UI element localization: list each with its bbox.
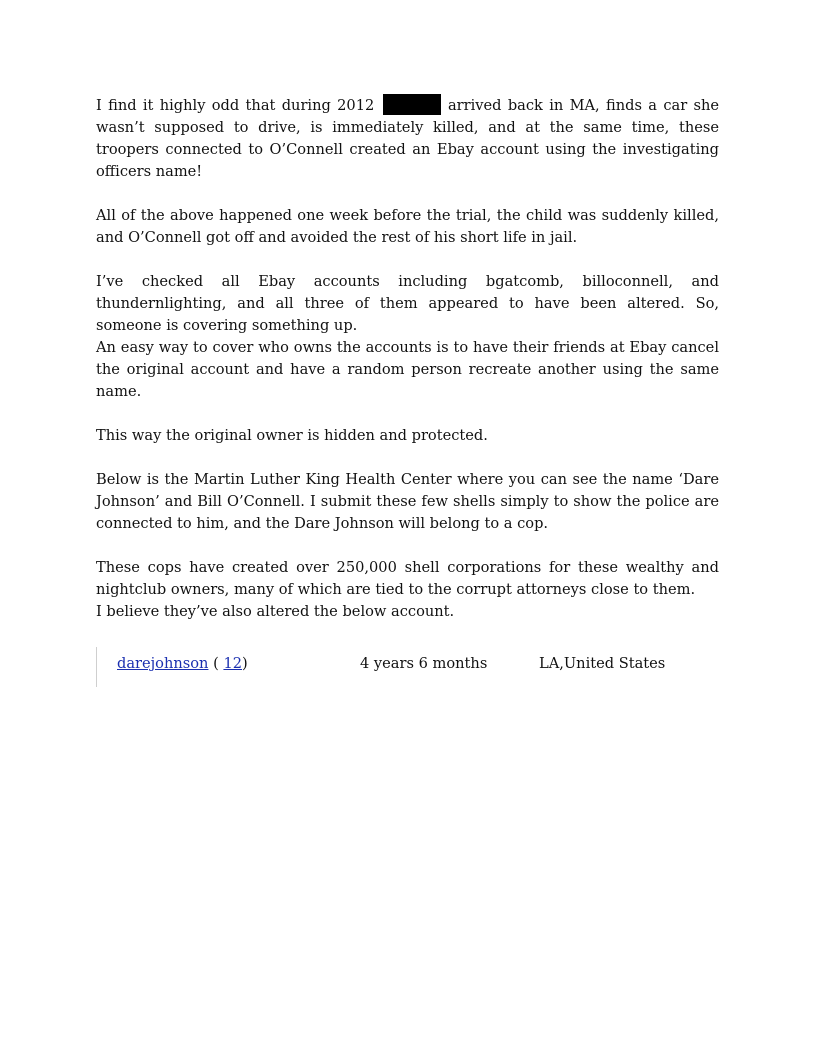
close-paren: ) bbox=[242, 655, 248, 672]
member-since: 4 years 6 months bbox=[360, 655, 488, 672]
paragraph-1-end: arrived back in MA, finds a car she wasn’t supposed to drive, is immediately killed, and at the same time, these troopers connected to O’Connell created an Ebay account using the investigating officers name! bbox=[96, 97, 720, 180]
paragraph-6: Below is the Martin Luther King Health Center where you can see the name ‘Dare Johnson’ and Bill O’Connell. I submit these few shells simply to show the police are connected to him, and the Dare Johnson will belong to a cop. bbox=[96, 471, 719, 532]
paragraph-8: I believe they’ve also altered the below account. bbox=[96, 603, 455, 620]
account-location: LA,United States bbox=[539, 655, 666, 672]
paragraph-4: An easy way to cover who owns the accounts is to have their friends at Ebay cancel the original account and have a random person recreate another using the same name. bbox=[96, 339, 719, 400]
document-page bbox=[96, 94, 719, 687]
paragraph-1 bbox=[96, 94, 719, 183]
account-listing-row bbox=[96, 647, 719, 687]
paragraph-1-start: I find it highly odd that during 2012 bbox=[96, 97, 375, 114]
paragraph-7: These cops have created over 250,000 shell corporations for these wealthy and nightclub owners, many of which are tied to the corrupt attorneys close to them. bbox=[96, 559, 719, 598]
feedback-score-link[interactable]: 12 bbox=[223, 655, 243, 672]
redaction-block bbox=[383, 94, 441, 115]
paragraph-2: All of the above happened one week before the trial, the child was suddenly killed, and O’Connell got off and avoided the rest of his short life in jail. bbox=[96, 207, 719, 246]
account-user-cell bbox=[117, 653, 248, 675]
username-link[interactable]: darejohnson bbox=[117, 655, 209, 672]
paragraph-5: This way the original owner is hidden and protected. bbox=[96, 427, 488, 444]
paragraph-3: I’ve checked all Ebay accounts including bgatcomb, billoconnell, and thundernlighting, and all three of them appeared to have been altered. So, someone is covering something up. bbox=[96, 273, 719, 334]
open-paren: ( bbox=[208, 655, 224, 672]
